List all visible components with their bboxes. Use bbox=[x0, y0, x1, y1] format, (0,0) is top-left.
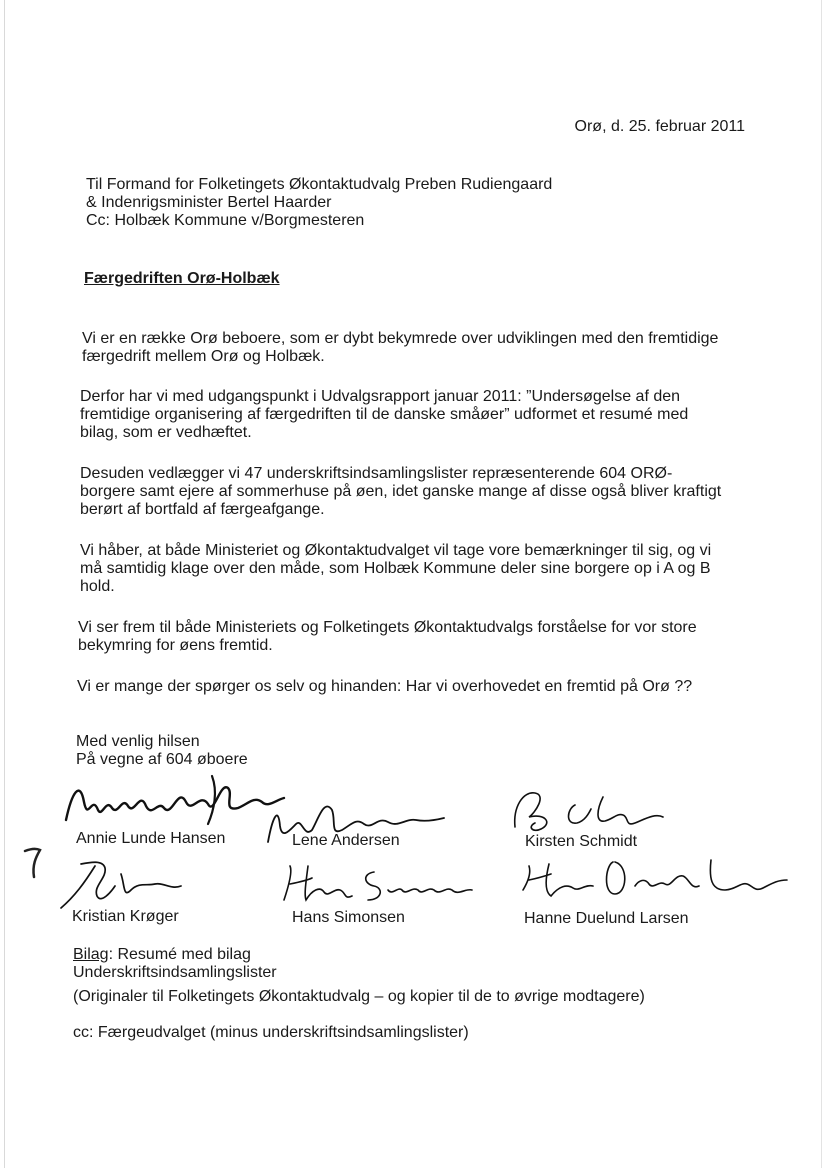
body-line: berørt af bortfald af færgeafgange. bbox=[80, 501, 325, 518]
recipient-line: & Indenrigsminister Bertel Haarder bbox=[86, 194, 332, 211]
cc-line: cc: Færgeudvalget (minus underskriftsindsamlingslister) bbox=[73, 1024, 469, 1041]
attachments-label: Bilag bbox=[73, 946, 109, 963]
body-paragraph bbox=[82, 330, 762, 366]
signatory-name: Hans Simonsen bbox=[292, 909, 405, 926]
margin-mark bbox=[22, 845, 44, 886]
body-line: fremtidige organisering af færgedriften til de danske småøer” udformet et resumé med bbox=[80, 406, 689, 423]
attachment-item: (Originaler til Folketingets Økontaktudvalg – og kopier til de to øvrige modtagere) bbox=[73, 988, 645, 1005]
subject-heading: Færgedriften Orø-Holbæk bbox=[84, 270, 280, 287]
letter-date: Orø, d. 25. februar 2011 bbox=[574, 118, 745, 135]
body-line: hold. bbox=[80, 578, 115, 595]
signatory-name: Annie Lunde Hansen bbox=[76, 830, 226, 847]
body-paragraph bbox=[78, 619, 758, 655]
body-line: Derfor har vi med udgangspunkt i Udvalgsrapport januar 2011: ”Undersøgelse af den bbox=[80, 388, 681, 405]
body-line: Vi er mange der spørger os selv og hinanden: Har vi overhovedet en fremtid på Orø ?? bbox=[77, 678, 693, 695]
signatory-name: Kristian Krøger bbox=[72, 908, 179, 925]
body-paragraph bbox=[80, 542, 760, 596]
signature-hans-simonsen bbox=[278, 860, 478, 915]
signature-annie-lunde-hansen bbox=[62, 772, 292, 837]
signatory-name: Lene Andersen bbox=[292, 832, 400, 849]
body-line: Vi ser frem til både Ministeriets og Folketingets Økontaktudvalgs forståelse for vor store bbox=[78, 619, 697, 636]
body-paragraph bbox=[80, 465, 760, 519]
on-behalf-line: På vegne af 604 øboere bbox=[76, 751, 248, 768]
closing: Med venlig hilsen bbox=[76, 733, 200, 750]
body-line: Desuden vedlægger vi 47 underskriftsindsamlingslister repræsenterende 604 ORØ- bbox=[80, 465, 673, 482]
body-paragraph bbox=[80, 388, 760, 442]
body-line: færgedrift mellem Orø og Holbæk. bbox=[82, 348, 325, 365]
signatory-name: Kirsten Schmidt bbox=[525, 833, 638, 850]
scan-edge-right bbox=[821, 0, 822, 1168]
attachment-item: Underskriftsindsamlingslister bbox=[73, 964, 277, 981]
attachment-item: : Resumé med bilag bbox=[108, 946, 251, 963]
body-line: bilag, som er vedhæftet. bbox=[80, 424, 252, 441]
body-line: borgere samt ejere af sommerhuse på øen, idet ganske mange af disse også bliver kraftigt bbox=[80, 483, 722, 500]
body-line: må samtidig klage over den måde, som Holbæk Kommune deler sine borgere op i A og B bbox=[80, 560, 711, 577]
attachments-line bbox=[73, 946, 251, 964]
body-line: bekymring for øens fremtid. bbox=[78, 637, 273, 654]
recipient-line: Cc: Holbæk Kommune v/Borgmesteren bbox=[86, 212, 365, 229]
scan-edge-left bbox=[4, 0, 5, 1168]
signatory-name: Hanne Duelund Larsen bbox=[524, 910, 689, 927]
body-paragraph bbox=[77, 678, 757, 696]
body-line: Vi håber, at både Ministeriet og Økontaktudvalget vil tage vore bemærkninger til sig, og vi bbox=[80, 542, 712, 559]
recipient-line: Til Formand for Folketingets Økontaktudvalg Preben Rudiengaard bbox=[86, 176, 553, 193]
body-line: Vi er en række Orø beboere, som er dybt bekymrede over udviklingen med den fremtidige bbox=[82, 330, 719, 347]
signature-hanne-duelund-larsen bbox=[515, 850, 795, 915]
